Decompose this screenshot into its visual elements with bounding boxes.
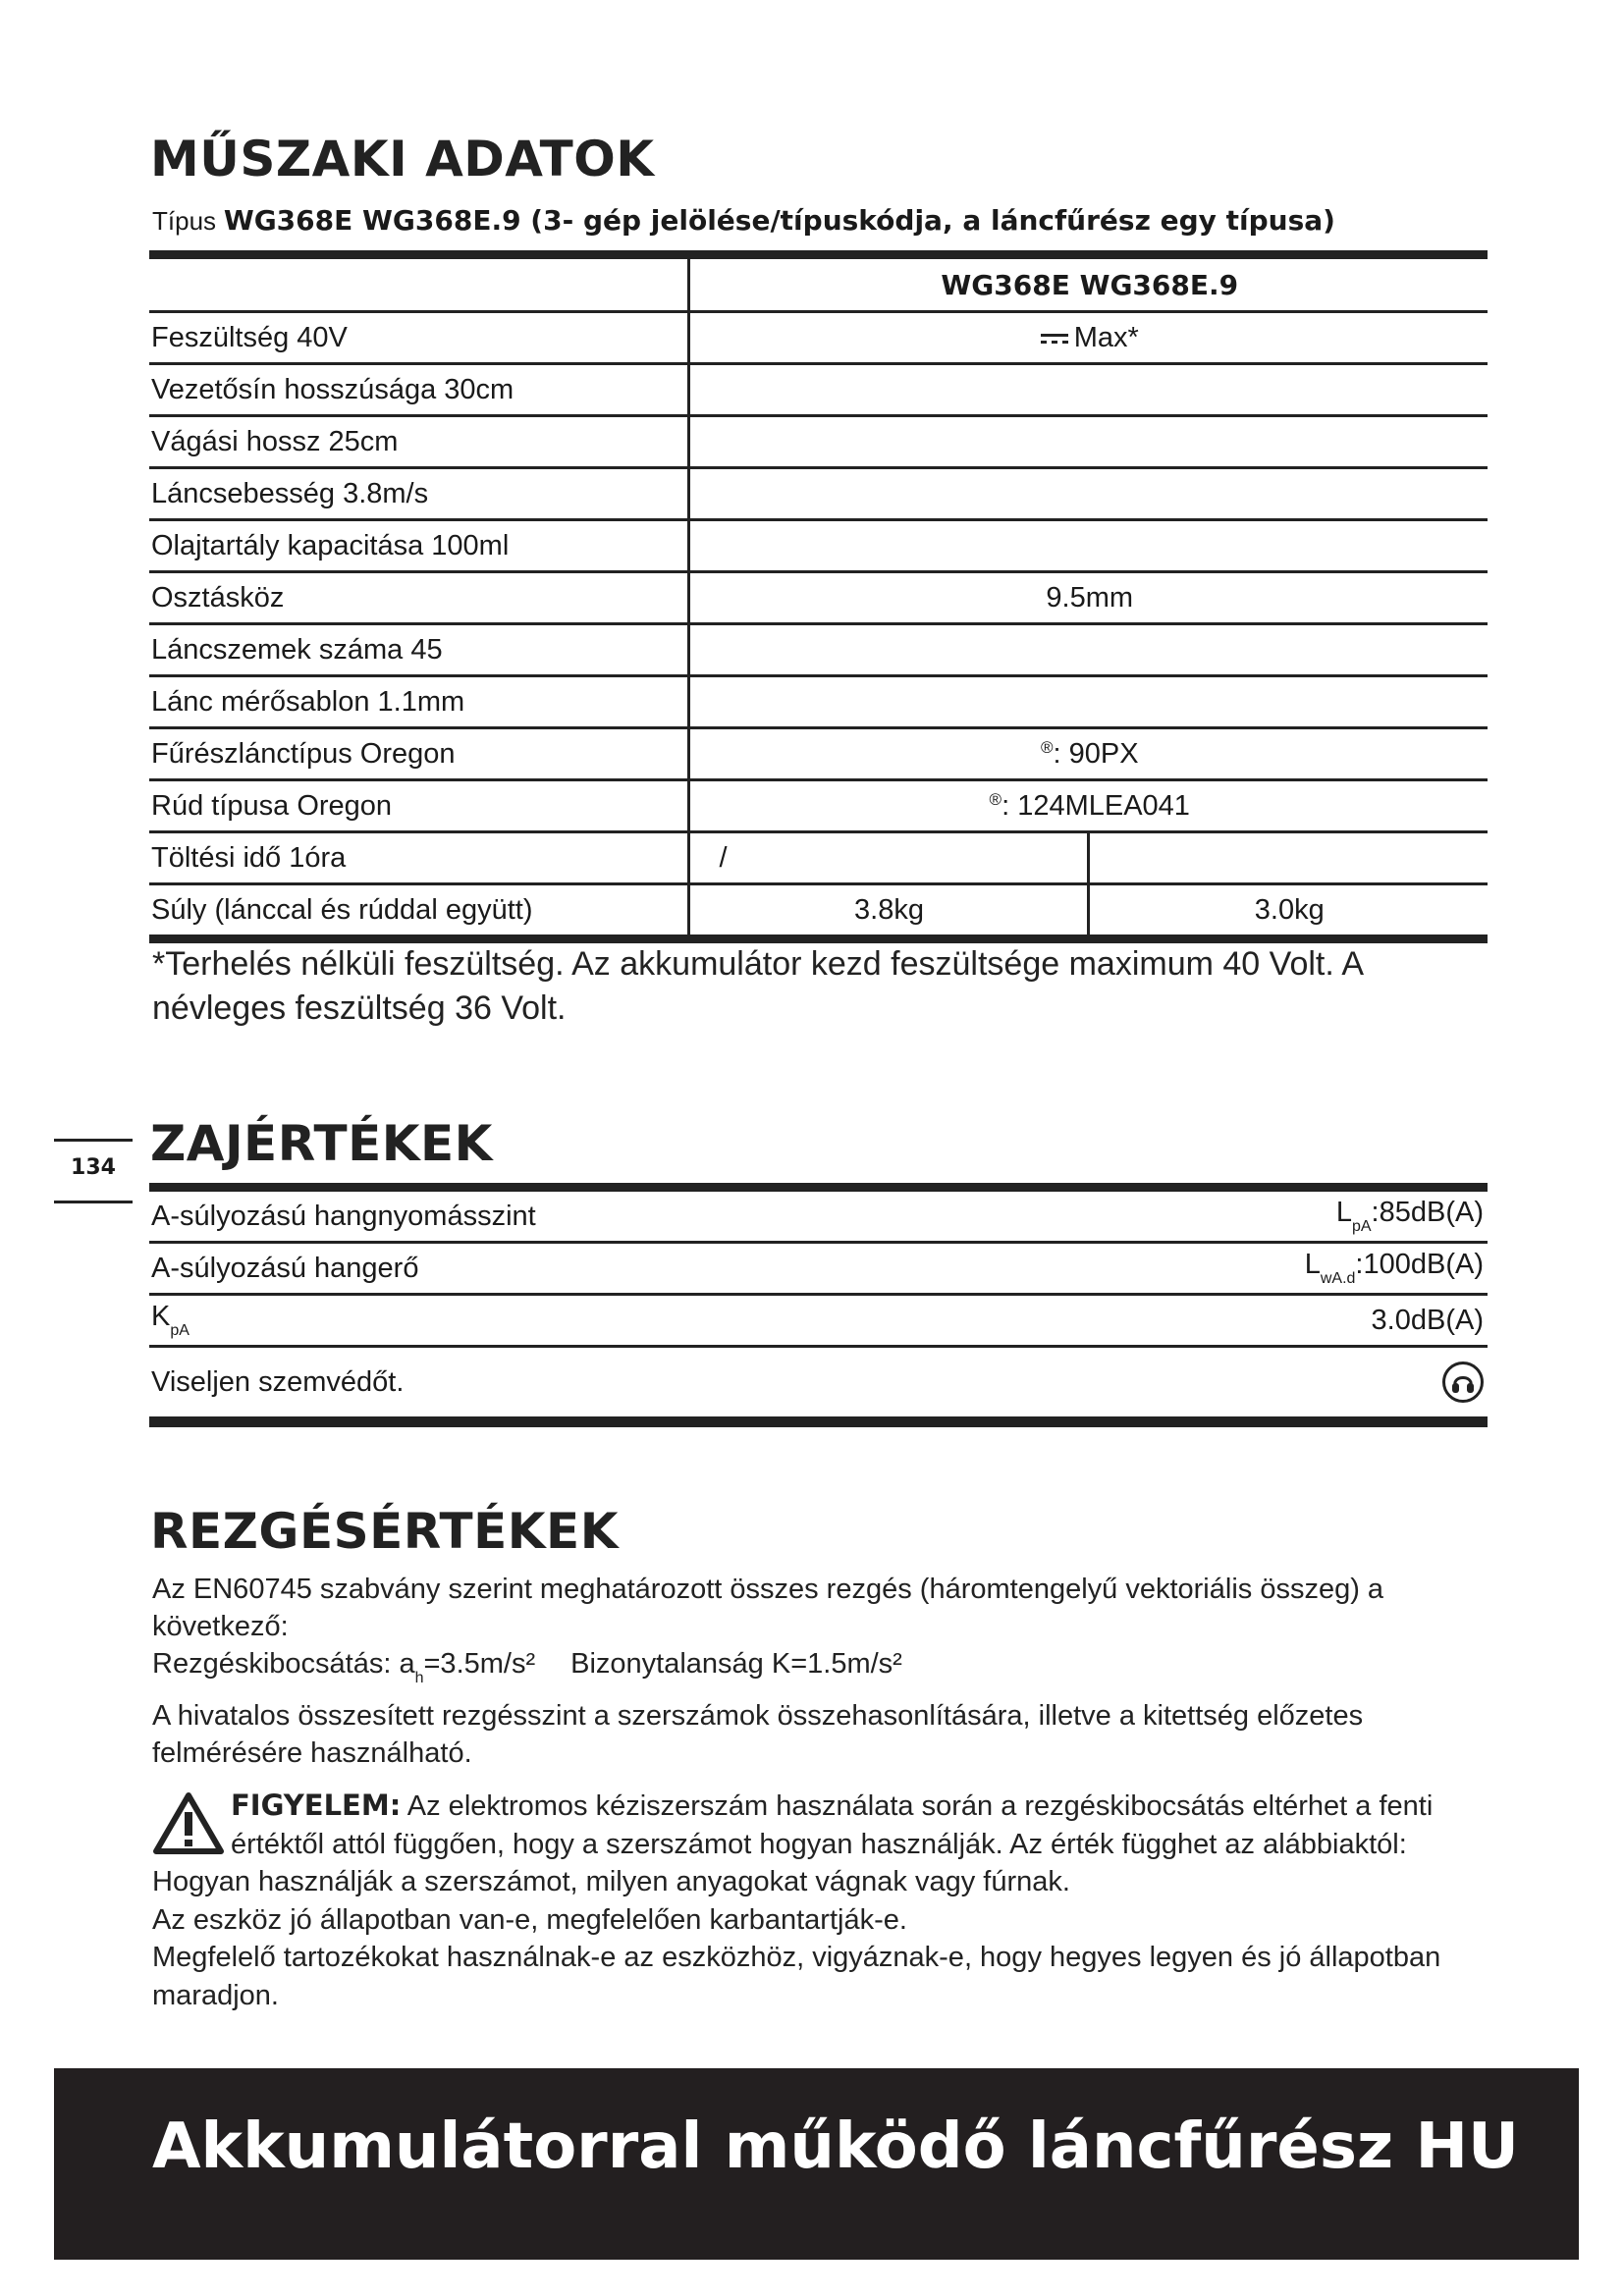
tech-data-heading: MŰSZAKI ADATOK (150, 131, 655, 187)
page-number-rule-bottom (54, 1201, 133, 1203)
spec-label: Olajtartály kapacitása 100ml (149, 520, 688, 572)
ear-protection-text: Viseljen szemvédőt. (151, 1365, 405, 1398)
vibration-heading: REZGÉSÉRTÉKEK (150, 1503, 619, 1560)
spec-row-bar-length (149, 364, 1488, 416)
warning-line-3: Megfelelő tartozékokat használnak-e az eszközhöz, vigyáznak-e, hogy hegyes legyen és jó állapotban maradjon. (152, 1942, 1441, 2011)
spec-row-chain-speed (149, 468, 1488, 520)
noise-value: 3.0dB(A) (1371, 1304, 1484, 1336)
warning-block (152, 1787, 1488, 2014)
vibration-emission: Rezgéskibocsátás: $a_h=3.5m/s^2$ Bizonytalanság K=1.5m/s² (152, 1648, 902, 1686)
spec-label: Vezetősín hosszúsága 30cm (149, 364, 688, 416)
noise-value: $L_{wA.d}:100dB(A)$ (1304, 1249, 1484, 1287)
spec-value-b: 3.0kg (1088, 884, 1488, 936)
warning-line-2: Az eszköz jó állapotban van-e, megfelelően karbantartják-e. (152, 1903, 907, 1936)
spec-value-a: 3.8kg (688, 884, 1088, 936)
warning-intro: FIGYELEM: Az elektromos kéziszerszám használata során a rezgéskibocsátás eltérhet a fenti értéktől attól függően, hogy a szerszámot hogyan használják. Az érték függhet az alábbiaktól: (231, 1789, 1434, 1860)
model-type-line (152, 204, 1335, 237)
vibration-intro: Az EN60745 szabvány szerint meghatározott összes rezgés (háromtengelyű vektoriális összeg) a következő: (152, 1574, 1384, 1642)
spec-row-chain-gauge (149, 676, 1488, 728)
spec-value: : 90PX (1053, 737, 1139, 770)
noise-value: $L_{pA}:85dB(A)$ (1335, 1197, 1484, 1235)
noise-bottom-rule (149, 1416, 1488, 1427)
spec-row-charge-time (149, 832, 1488, 884)
spec-row-pitch (149, 572, 1488, 624)
spec-value-a: / (688, 832, 1088, 884)
spec-value (688, 364, 1488, 416)
spec-label: Lánc mérősablon 1.1mm (149, 676, 688, 728)
warning-label: FIGYELEM: (231, 1789, 402, 1822)
noise-row-power (149, 1244, 1488, 1296)
spec-row-drive-links (149, 624, 1488, 676)
spec-label: Töltési idő 1óra (149, 832, 688, 884)
page-number-rule-top (54, 1139, 133, 1142)
spec-header-row (149, 259, 1488, 312)
spec-value: Max* (1073, 321, 1139, 353)
spec-value (688, 624, 1488, 676)
spec-label: Súly (lánccal és rúddal együtt) (149, 884, 688, 936)
warning-line-1: Hogyan használják a szerszámot, milyen anyagokat vágnak vagy fúrnak. (152, 1866, 1070, 1897)
spec-label: Láncsebesség 3.8m/s (149, 468, 688, 520)
spec-label: Láncszemek száma 45 (149, 624, 688, 676)
spec-top-rule (149, 250, 1488, 259)
spec-row-bar-type (149, 780, 1488, 832)
spec-label: Osztásköz (149, 572, 688, 624)
spec-label: Vágási hossz 25cm (149, 416, 688, 468)
spec-value (688, 676, 1488, 728)
spec-label: Rúd típusa Oregon (149, 780, 688, 832)
spec-row-cut-length (149, 416, 1488, 468)
type-prefix: Típus (152, 206, 217, 236)
spec-value: : 124MLEA041 (1001, 789, 1190, 822)
vibration-note: A hivatalos összesített rezgésszint a szerszámok összehasonlítására, illetve a kitettség előzetes felmérésére használható. (152, 1700, 1364, 1769)
ear-protection-icon (1442, 1362, 1484, 1403)
vibration-text (152, 1571, 1488, 1772)
spec-row-chain-type (149, 728, 1488, 780)
noise-row-uncertainty (149, 1296, 1488, 1348)
noise-label: A-súlyozású hangnyomásszint (151, 1200, 536, 1232)
noise-label: $K_{pA}$ (151, 1301, 189, 1339)
type-text: WG368E WG368E.9 (3- gép jelölése/típuskódja, a láncfűrész egy típusa) (223, 204, 1335, 237)
spec-row-oil-tank (149, 520, 1488, 572)
voltage-footnote: *Terhelés nélküli feszültség. Az akkumulátor kezd feszültsége maximum 40 Volt. A névleges feszültség 36 Volt. (152, 945, 1363, 1027)
noise-heading: ZAJÉRTÉKEK (150, 1115, 493, 1172)
spec-column-header: WG368E WG368E.9 (688, 259, 1488, 312)
noise-top-rule (149, 1183, 1488, 1192)
spec-value-b (1088, 832, 1488, 884)
noise-row-ear-protection (149, 1348, 1488, 1416)
spec-value: 9.5mm (688, 572, 1488, 624)
dc-symbol-icon (1041, 332, 1068, 346)
spec-row-voltage (149, 312, 1488, 364)
spec-value (688, 468, 1488, 520)
page-number: 134 (71, 1155, 116, 1180)
noise-table (149, 1183, 1488, 1427)
spec-table (149, 250, 1488, 943)
noise-row-pressure (149, 1192, 1488, 1244)
spec-value (688, 416, 1488, 468)
noise-label: A-súlyozású hangerő (151, 1252, 419, 1284)
spec-label: Feszültség 40V (149, 312, 688, 364)
spec-value (688, 520, 1488, 572)
registered-mark: ® (989, 789, 1002, 809)
registered-mark: ® (1040, 737, 1054, 757)
footer-title: Akkumulátorral működő láncfűrész HU (152, 2110, 1519, 2183)
spec-row-weight (149, 884, 1488, 936)
warning-triangle-icon (152, 1790, 225, 1855)
spec-label: Fűrészlánctípus Oregon (149, 728, 688, 780)
